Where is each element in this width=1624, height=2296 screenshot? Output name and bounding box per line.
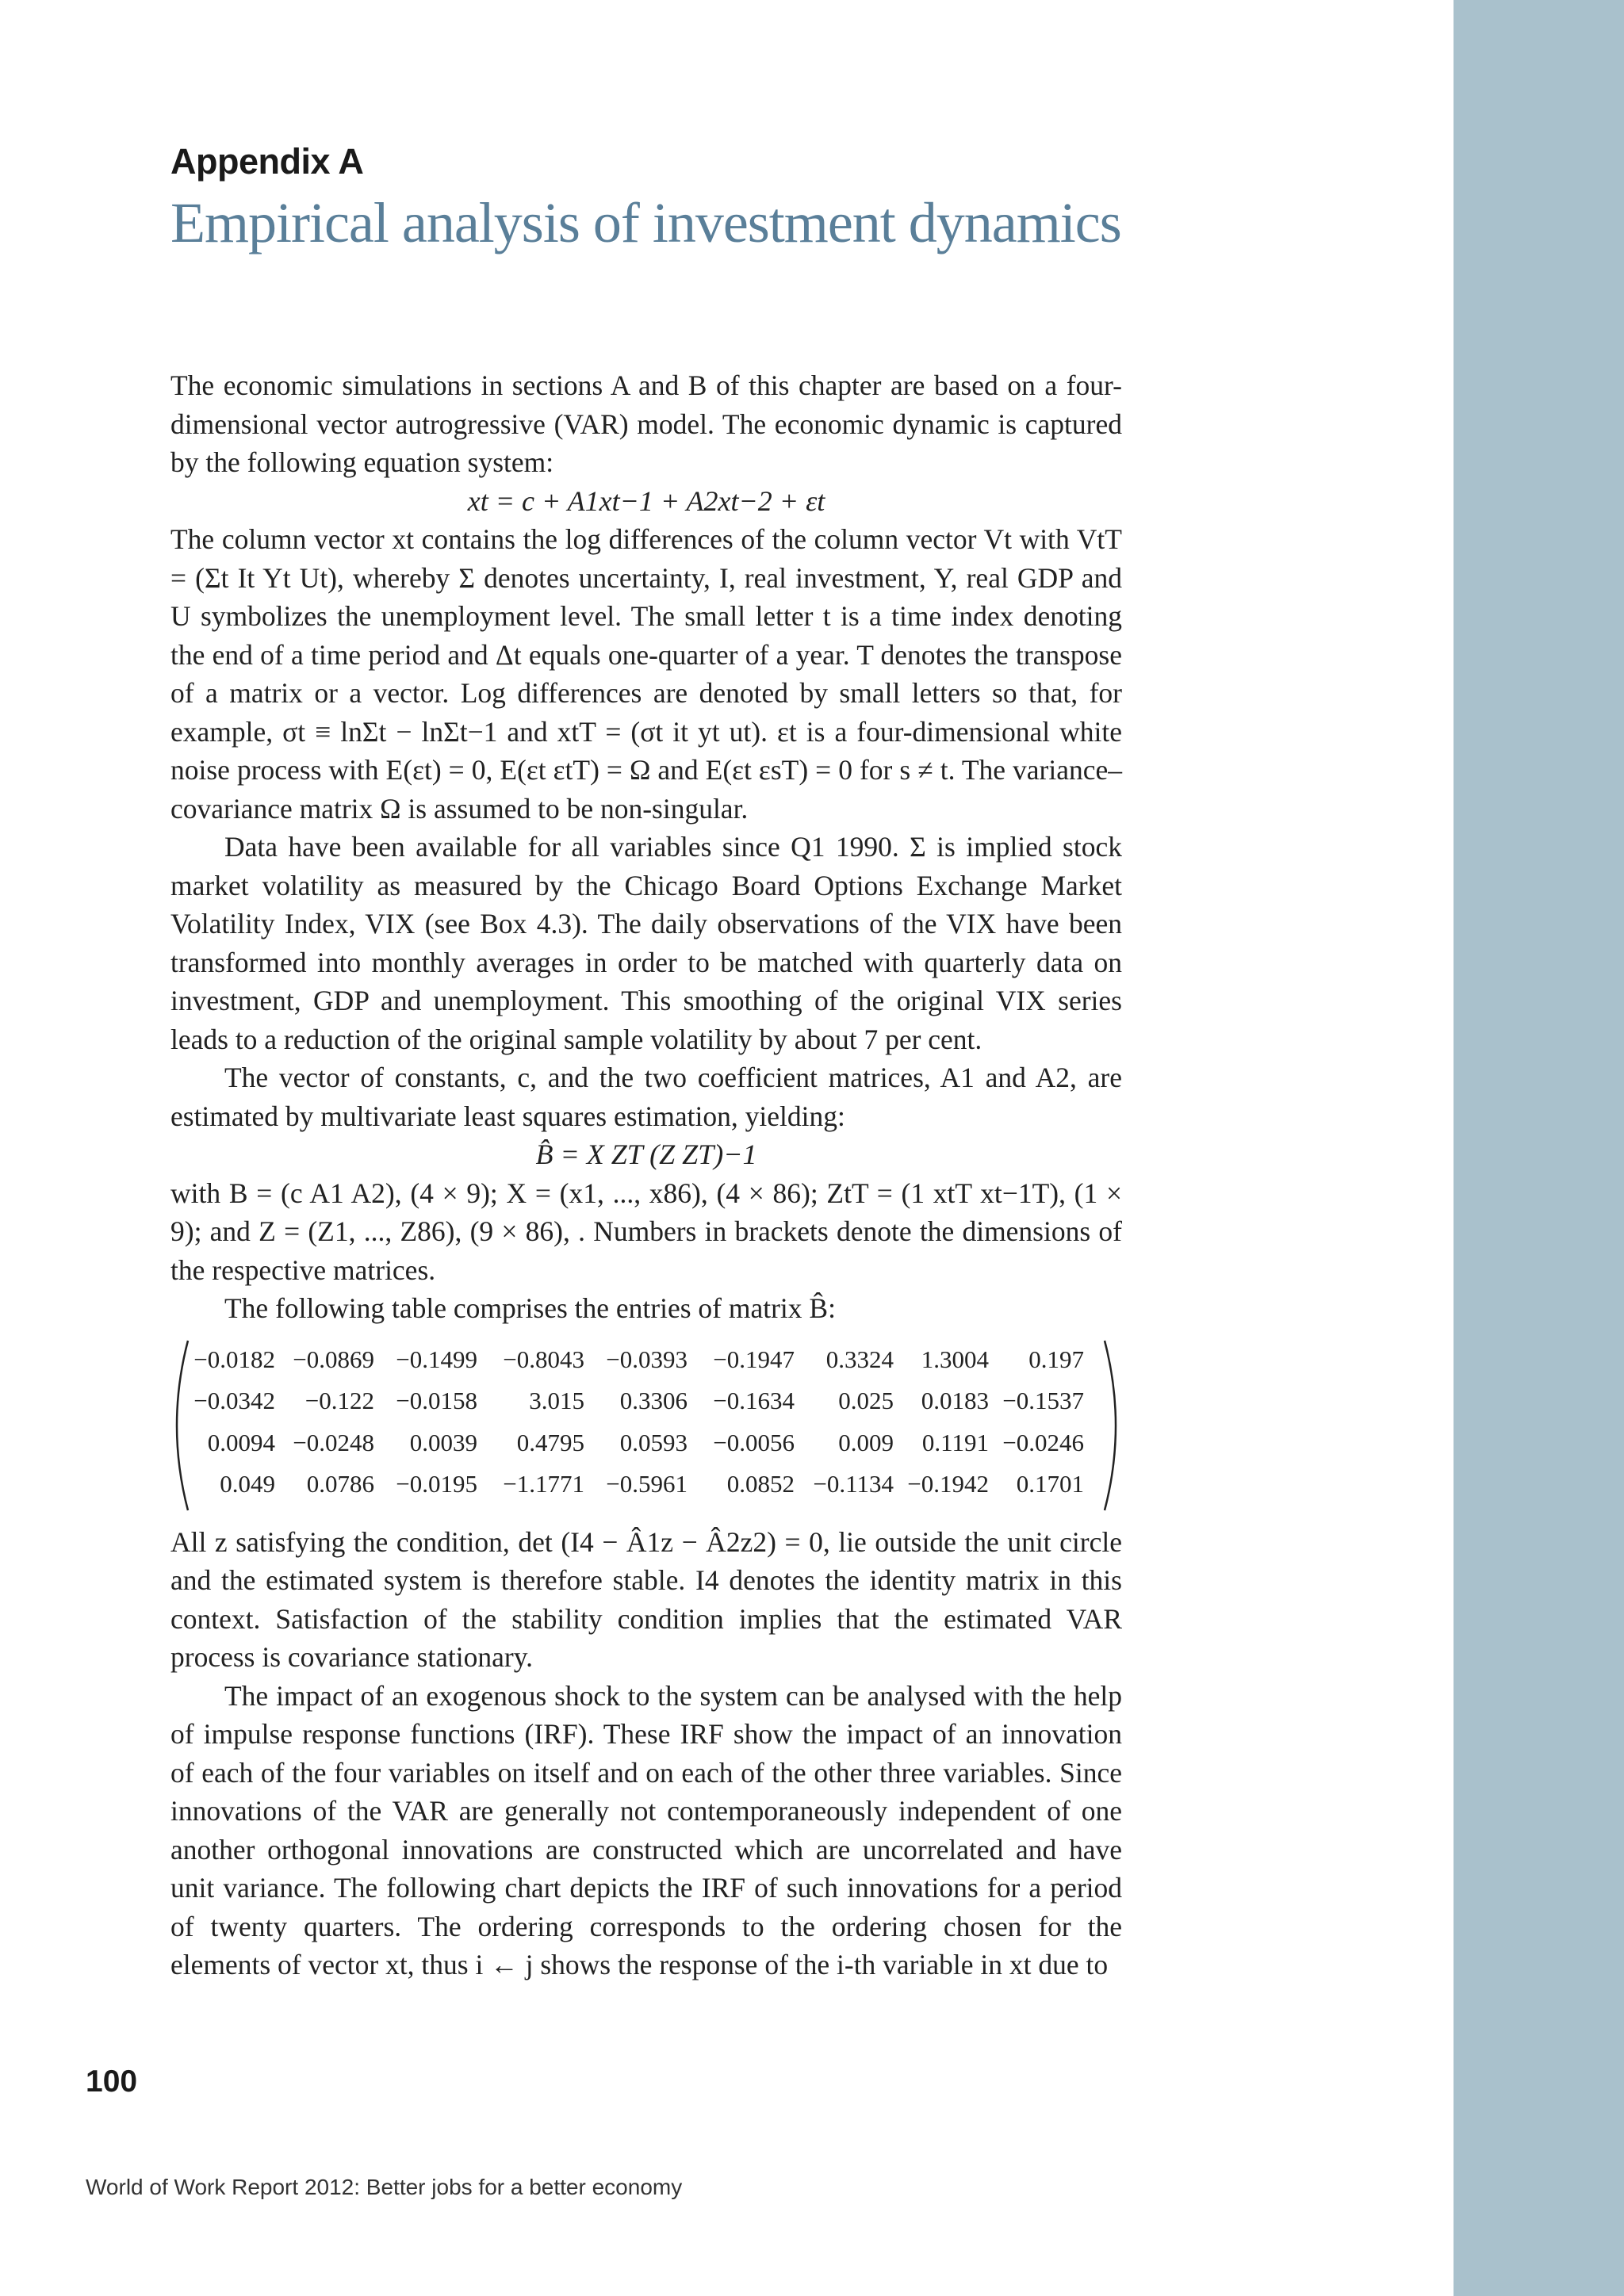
- matrix-row: [188, 1422, 1084, 1464]
- matrix-cell: −0.0195: [396, 1470, 477, 1498]
- matrix-cell: 0.0183: [921, 1387, 989, 1414]
- matrix-table: [188, 1339, 1084, 1506]
- matrix-cell: 0.3324: [825, 1345, 894, 1373]
- matrix-cell: 0.4795: [516, 1428, 584, 1456]
- appendix-label: Appendix A: [170, 141, 364, 182]
- matrix-row: [188, 1380, 1084, 1422]
- paragraph-intro: The economic simulations in sections A and B of this chapter are based on a four-dimensional vector autrogressive (VAR) model. The economic dynamic is captured by the following equation system:: [170, 369, 1122, 478]
- matrix-cell: −0.0869: [293, 1345, 374, 1373]
- matrix-cell: −0.0158: [396, 1387, 477, 1414]
- matrix-cell: 0.0039: [409, 1428, 477, 1456]
- matrix-cell: 0.1191: [921, 1428, 989, 1456]
- matrix-cell: 0.3306: [619, 1387, 688, 1414]
- paragraph-stability: All z satisfying the condition, det (I4 − Â1z − Â2z2) = 0, lie outside the unit circle and the estimated system is therefore stable. I4 denotes the identity matrix in this context. Satisfaction of the stability condition implies that the estimated VAR process is covariance stationary.: [170, 1525, 1122, 1673]
- matrix-cell: 0.0593: [619, 1428, 688, 1456]
- matrix-cell: −0.0246: [1002, 1428, 1084, 1456]
- matrix-cell: 0.0094: [207, 1428, 275, 1456]
- matrix-cell: 0.197: [1028, 1345, 1084, 1373]
- matrix-cell: −0.0342: [193, 1387, 275, 1414]
- matrix-cell: −0.1942: [907, 1470, 989, 1498]
- matrix-cell: −0.0248: [293, 1428, 374, 1456]
- matrix-cell: 0.009: [838, 1428, 894, 1456]
- paragraph-data: Data have been available for all variables since Q1 1990. Σ is implied stock market volatility as measured by the Chicago Board Options Exchange Market Volatility Index, VIX (see Box 4.3). The daily observations of the VIX have been transformed into monthly averages in order to be matched with quarterly data on investment, GDP and unemployment. This smoothing of the original VIX series leads to a reduction of the original sample volatility by about 7 per cent.: [170, 831, 1122, 1055]
- matrix-cell: 3.015: [529, 1387, 584, 1414]
- matrix-cell: −0.0182: [193, 1345, 275, 1373]
- matrix-cell: −0.5961: [606, 1470, 688, 1498]
- matrix-cell: 0.0786: [306, 1470, 374, 1498]
- coefficient-matrix: [170, 1339, 1122, 1512]
- matrix-cell: −0.8043: [503, 1345, 584, 1373]
- matrix-cell: −0.1947: [713, 1345, 795, 1373]
- footer-publication: World of Work Report 2012: Better jobs for a better economy: [86, 2175, 683, 2199]
- page-title: Empirical analysis of investment dynamics: [170, 191, 1121, 254]
- matrix-cell: −0.1537: [1002, 1387, 1084, 1414]
- matrix-cell: −0.1499: [396, 1345, 477, 1373]
- paragraph-dimensions: with B = (c A1 A2), (4 × 9); X = (x1, ..., x86), (4 × 86); ZtT = (1 xtT xt−1T), (1 × 9); and Z = (Z1, ..., Z86), (9 × 86), . Numbers in brackets denote the dimensions of the respective matrices.: [170, 1177, 1122, 1286]
- body-text: [170, 366, 1122, 1984]
- matrix-row: [188, 1464, 1084, 1506]
- matrix-cell: −0.0393: [606, 1345, 688, 1373]
- matrix-cell: −1.1771: [503, 1470, 584, 1498]
- matrix-cell: −0.1634: [713, 1387, 795, 1414]
- matrix-cell: −0.122: [304, 1387, 374, 1414]
- matrix-cell: 1.3004: [921, 1345, 989, 1373]
- var-equation: xt = c + A1xt−1 + A2xt−2 + εt: [467, 484, 825, 517]
- matrix-cell: 0.1701: [1016, 1470, 1084, 1498]
- page-number: 100: [86, 2064, 138, 2099]
- right-paren-icon: [1101, 1339, 1122, 1512]
- estimator-equation: B̂ = X ZT (Z ZT)−1: [535, 1138, 757, 1170]
- paragraph-estimation: The vector of constants, c, and the two coefficient matrices, A1 and A2, are estimated by multivariate least squares estimation, yielding:: [170, 1062, 1122, 1132]
- matrix-cell: 0.049: [220, 1470, 275, 1498]
- matrix-cell: −0.0056: [713, 1428, 795, 1456]
- matrix-cell: 0.0852: [726, 1470, 795, 1498]
- paragraph-variables: The column vector xt contains the log differences of the column vector Vt with VtT = (Σt It Yt Ut), whereby Σ denotes uncertainty, I, real investment, Y, real GDP and U symbolizes the unemployment level. The small letter t is a time index denoting the end of a time period and Δt equals one-quarter of a year. T denotes the transpose of a matrix or a vector. Log differences are denoted by small letters so that, for example, σt ≡ lnΣt − lnΣt−1 and xtT = (σt it yt ut). εt is a four-dimensional white noise process with E(εt) = 0, E(εt εtT) = Ω and E(εt εsT) = 0 for s ≠ t. The variance–covariance matrix Ω is assumed to be non-singular.: [170, 523, 1122, 825]
- paragraph-irf: The impact of an exogenous shock to the system can be analysed with the help of impulse response functions (IRF). These IRF show the impact of an innovation of each of the four variables on itself and on each of the other three variables. Since innovations of the VAR are generally not contemporaneously independent of one another orthogonal innovations are constructed which are uncorrelated and have unit variance. The following chart depicts the IRF of such innovations for a period of twenty quarters. The ordering corresponds to the ordering chosen for the elements of vector xt, thus i ← j shows the response of the i-th variable in xt due to: [170, 1679, 1122, 1980]
- matrix-cell: −0.1134: [813, 1470, 894, 1498]
- paragraph-table-intro: The following table comprises the entries of matrix B̂:: [224, 1292, 836, 1324]
- matrix-row: [188, 1339, 1084, 1381]
- matrix-cell: 0.025: [838, 1387, 894, 1414]
- right-color-band: [1454, 0, 1624, 2296]
